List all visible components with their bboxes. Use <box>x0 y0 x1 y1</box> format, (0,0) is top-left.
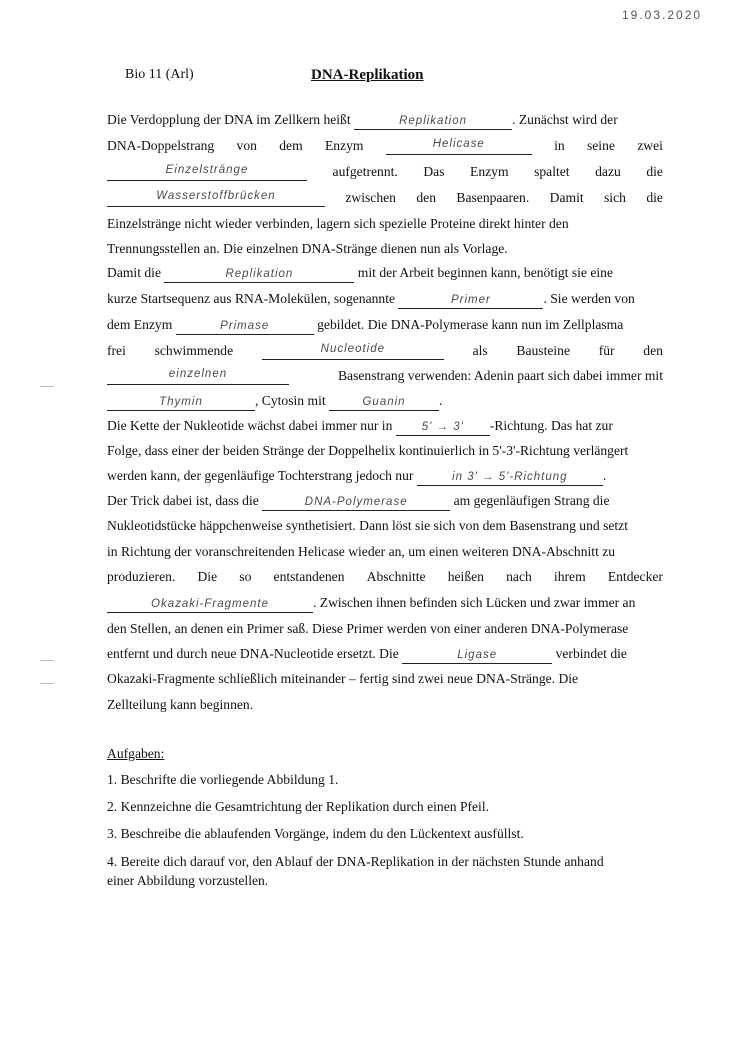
text-line: Okazaki-Fragmente schließlich miteinander – fertig sind zwei neue DNA-Stränge. Die <box>107 671 579 686</box>
blank-11[interactable]: Guanin <box>329 395 439 411</box>
blank-16[interactable]: Ligase <box>402 648 552 664</box>
text-line: produzieren. Die so entstandenen Abschnitte heißen nach ihrem Entdecker <box>107 569 663 584</box>
text-line: Einzelstränge nicht wieder verbinden, lagern sich spezielle Proteine direkt hinter den <box>107 216 569 231</box>
blank-6[interactable]: Primer <box>398 293 543 309</box>
text-line: Folge, dass einer der beiden Stränge der Doppelhelix kontinuierlich in 5'-3'-Richtung verlängert <box>107 443 629 458</box>
blank-15[interactable]: Okazaki-Fragmente <box>107 597 313 613</box>
blank-9[interactable]: einzelnen <box>107 367 289 385</box>
blank-1[interactable]: Replikation <box>354 114 512 130</box>
text-line: Die Verdopplung der DNA im Zellkern heißt Replikation . Zunächst wird der <box>107 111 618 130</box>
text-line: Der Trick dabei ist, dass die DNA-Polymerase am gegenläufigen Strang die <box>107 492 610 511</box>
scan-mark <box>40 386 54 387</box>
text-line: Zellteilung kann beginnen. <box>107 697 254 712</box>
text-line: DNA-Doppelstrang von dem Enzym Helicase in seine zwei <box>107 138 663 153</box>
blank-3[interactable]: Einzelstränge <box>107 163 307 181</box>
course-label: Bio 11 (Arl) <box>125 67 194 82</box>
text-line: Nukleotidstücke häppchenweise synthetisiert. Dann löst sie sich von dem Basenstrang und setzt <box>107 518 628 533</box>
blank-12[interactable]: 5' → 3' <box>396 420 490 436</box>
text-line: in Richtung der voranschreitenden Helicase wieder an, um einen weiteren DNA-Abschnitt zu <box>107 544 616 559</box>
text-line: kurze Startsequenz aus RNA-Molekülen, sogenannte Primer . Sie werden von <box>107 290 635 309</box>
blank-5[interactable]: Replikation <box>164 267 354 283</box>
text-line: Damit die Replikation mit der Arbeit beginnen kann, benötigt sie eine <box>107 264 613 283</box>
blank-14[interactable]: DNA-Polymerase <box>262 495 450 511</box>
scan-mark <box>40 683 54 684</box>
text-line: Die Kette der Nukleotide wächst dabei immer nur in 5' → 3' -Richtung. Das hat zur <box>107 417 613 436</box>
text-line: Thymin , Cytosin mit Guanin . <box>107 392 442 411</box>
task-item: 1. Beschrifte die vorliegende Abbildung 1. <box>107 772 339 787</box>
text-line: entfernt und durch neue DNA-Nucleotide ersetzt. Die Ligase verbindet die <box>107 645 627 664</box>
text-line: frei schwimmende Nucleotide als Bausteine für den <box>107 343 663 358</box>
date: 19.03.2020 <box>622 8 703 22</box>
tasks-heading: Aufgaben: <box>107 746 165 761</box>
text-line: einzelnen Basenstrang verwenden: Adenin paart sich dabei immer mit <box>107 367 663 385</box>
text-line: Einzelstränge aufgetrennt. Das Enzym spaltet dazu die <box>107 163 663 181</box>
blank-4[interactable]: Wasserstoffbrücken <box>107 189 325 207</box>
text-line: Wasserstoffbrücken zwischen den Basenpaaren. Damit sich die <box>107 189 663 207</box>
blank-10[interactable]: Thymin <box>107 395 255 411</box>
task-item: 2. Kennzeichne die Gesamtrichtung der Replikation durch einen Pfeil. <box>107 799 490 814</box>
text-line: den Stellen, an denen ein Primer saß. Diese Primer werden von einer anderen DNA-Polymerase <box>107 621 629 636</box>
blank-8[interactable]: Nucleotide <box>262 342 444 360</box>
text-line: dem Enzym Primase gebildet. Die DNA-Polymerase kann nun im Zellplasma <box>107 316 623 335</box>
scan-mark <box>40 660 54 661</box>
text-line: werden kann, der gegenläufige Tochterstrang jedoch nur in 3' → 5'-Richtung . <box>107 467 606 486</box>
page-title: DNA-Replikation <box>311 67 424 83</box>
text-line: Okazaki-Fragmente . Zwischen ihnen befinden sich Lücken und zwar immer an <box>107 594 635 613</box>
task-item: einer Abbildung vorzustellen. <box>107 873 269 888</box>
blank-7[interactable]: Primase <box>176 319 314 335</box>
task-item: 4. Bereite dich darauf vor, den Ablauf der DNA-Replikation in der nächsten Stunde anhand <box>107 854 604 869</box>
task-item: 3. Beschreibe die ablaufenden Vorgänge, indem du den Lückentext ausfüllst. <box>107 826 524 841</box>
blank-2[interactable]: Helicase <box>386 137 532 155</box>
text-line: Trennungsstellen an. Die einzelnen DNA-Stränge dienen nun als Vorlage. <box>107 241 508 256</box>
blank-13[interactable]: in 3' → 5'-Richtung <box>417 470 603 486</box>
